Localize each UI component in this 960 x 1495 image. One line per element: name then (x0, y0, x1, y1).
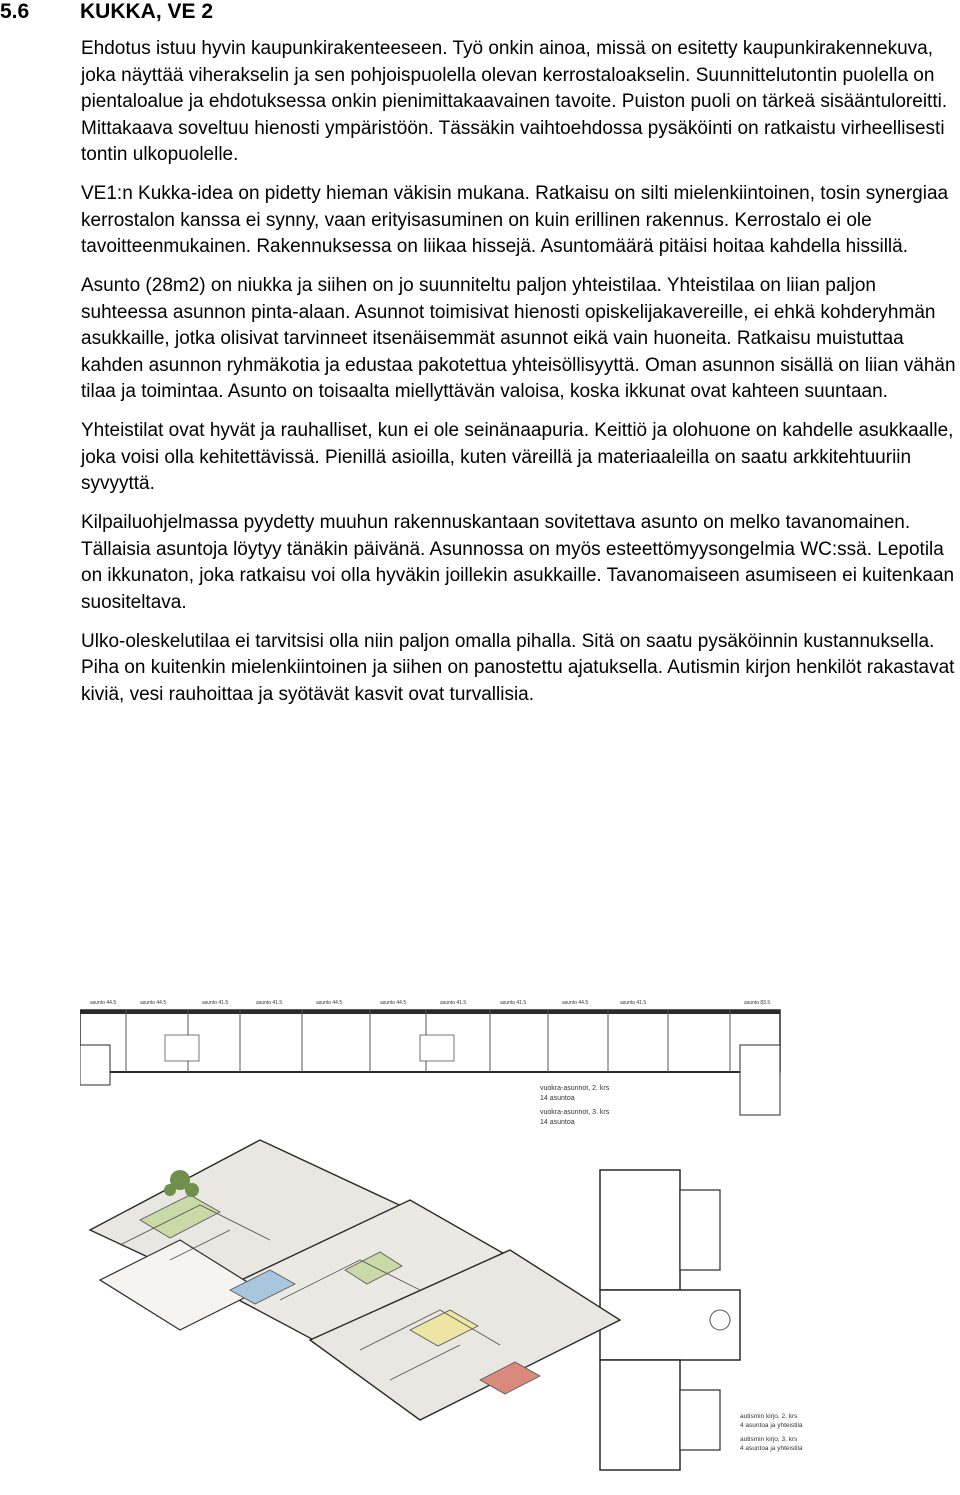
unit-label: asunto 44.5 (90, 1000, 117, 1006)
paragraph: Kilpailuohjelmassa pyydetty muuhun rakennuskantaan sovitettava asunto on melko tavanomainen. Tällaisia asuntoja löytyy tänäkin päivänä. Asunnossa on myös esteettömyysongelmia WC:ssä. Lepotila on ikkunaton, joka ratkaisu voi olla hyväkin joillekin asukkaille. Tavanomaiseen asumiseen ei kuitenkaan suositeltava. (81, 512, 955, 613)
annotation-label: vuokra-asunnot, 2. krs (540, 1085, 610, 1092)
annotation-label: 4 asuntoa ja yhteistila (740, 1445, 803, 1452)
figure-svg (80, 990, 840, 1485)
plan-unit-labels (90, 1000, 770, 1006)
section-heading (0, 0, 213, 24)
paragraph: VE1:n Kukka-idea on pidetty hieman väkisin mukana. Ratkaisu on silti mielenkiintoinen, tosin synergiaa kerrostalon kanssa ei synny, vaan erityisasuminen on kuin erillinen rakennus. Kerrostalo ei ole tavoitteenmukainen. Rakennuksessa on liikaa hissejä. Asuntomäärä pitäisi hoitaa kahdella hissillä. (81, 183, 949, 257)
annotation-label: autismin kirjo, 2. krs (740, 1413, 798, 1420)
paragraph: Asunto (28m2) on niukka ja siihen on jo suunniteltu paljon yhteistilaa. Yhteistilaa on liian paljon suhteessa asunnon pinta-alaan. Asunnot toimisivat hienosti opiskelijakavereille, ei ehkä kohderyhmän asukkaille, jotka olisivat tarvinneet itsenäisemmät asunnot eikä vain huoneita. Ratkaisu muistuttaa kahden asunnon ryhmäkotia ja edustaa pakotettua yhteisöllisyyttä. Oman asunnon sisällä on liian vähän tilaa ja toimintaa. Asunto on toisaalta miellyttävän valoisa, koska ikkunat ovat kahteen suuntaan. (81, 275, 956, 402)
body-text (81, 36, 960, 721)
axonometric-drawing (90, 1140, 620, 1420)
unit-label: asunto 83.5 (744, 1000, 771, 1006)
annotation-label: autismin kirjo, 3. krs (740, 1436, 798, 1443)
paragraph: Ulko-oleskelutilaa ei tarvitsisi olla niin paljon omalla pihalla. Sitä on saatu pysäköinnin kustannuksella. Piha on kuitenkin mielenkiintoinen ja siihen on panostettu ajatuksella. Autismin kirjon henkilöt rakastavat kiviä, vesi rauhoittaa ja syötävät kasvit ovat turvallisia. (81, 630, 955, 705)
unit-label: asunto 41.5 (500, 1000, 527, 1006)
annotation-label: 4 asuntoa ja yhteistila (740, 1422, 803, 1429)
unit-label: asunto 44.5 (562, 1000, 589, 1006)
architectural-figure (80, 990, 840, 1485)
annotation-label: 14 asuntoa (540, 1119, 575, 1126)
annotation-label: 14 asuntoa (540, 1095, 575, 1102)
paragraph: Ehdotus istuu hyvin kaupunkirakenteeseen. Työ onkin ainoa, missä on esitetty kaupunkirakennekuva, joka näyttää viherakselin ja sen pohjoispuolella olevan kerrostaloakselin. Suunnittelutontin puolella on pientaloalue ja ehdotuksessa onkin pienimittakaavainen tavoite. Puiston puoli on tärkeä sisääntuloreitti. Mittakaava soveltuu hienosti ympäristöön. Tässäkin vaihtoehdossa pysäköinti on ratkaistu virheellisesti tontin ulkopuolelle. (81, 38, 948, 165)
unit-label: asunto 44.5 (380, 1000, 407, 1006)
unit-label: asunto 41.5 (256, 1000, 283, 1006)
unit-label: asunto 41.5 (620, 1000, 647, 1006)
unit-label: asunto 44.5 (140, 1000, 167, 1006)
section-title: KUKKA, VE 2 (80, 0, 214, 23)
unit-label: asunto 41.5 (202, 1000, 229, 1006)
unit-label: asunto 44.5 (316, 1000, 343, 1006)
section-number: 5.6 (0, 0, 30, 23)
unit-label: asunto 41.5 (440, 1000, 467, 1006)
annotation-label: vuokra-asunnot, 3. krs (540, 1109, 610, 1116)
paragraph: Yhteistilat ovat hyvät ja rauhalliset, kun ei ole seinänaapuria. Keittiö ja olohuone on kahdelle asukkaalle, joka voisi olla kehitettävissä. Pienillä asioilla, kuten väreillä ja materiaaleilla on saatu arkkitehtuuriin syvyyttä. (81, 420, 954, 494)
floor-plan-strip (80, 1010, 780, 1115)
